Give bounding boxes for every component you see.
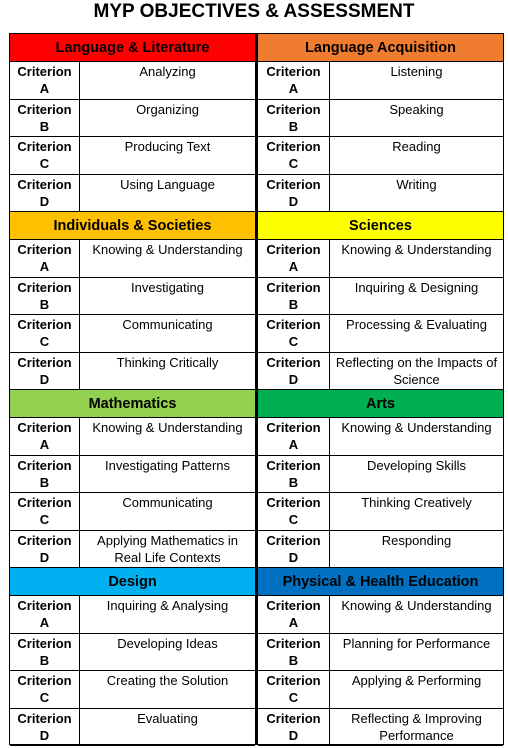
criterion-word: Criterion [17,101,72,117]
objective-text: Communicating [122,317,213,332]
criterion-row [258,353,503,391]
criterion-label [258,137,330,174]
criterion-label [10,137,80,174]
criterion-label [10,418,80,455]
objective-text: Applying & Performing [351,673,482,688]
criterion-word: Criterion [266,101,321,117]
objective-text: Reflecting & Improving Performance [351,710,482,743]
criterion-label [258,709,330,746]
left-column [10,34,258,744]
criterion-word: Criterion [17,457,72,473]
criterion-letter: B [288,652,299,668]
criterion-letter: A [288,259,299,274]
criterion-word: Criterion [17,279,72,295]
criterion-label [258,62,330,99]
criterion-word: Criterion [17,635,72,651]
objective-text: Inquiring & Analysing [106,598,229,613]
criterion-letter: A [39,615,50,630]
objective-text: Knowing & Understanding [341,242,492,257]
criterion-letter: A [288,81,299,96]
criterion-word: Criterion [266,710,321,726]
criterion-label [258,278,330,315]
criterion-row [258,709,503,747]
criterion-row [258,100,503,138]
criterion-row [258,175,503,213]
criterion-row [258,596,503,634]
criterion-label [258,456,330,493]
criterion-letter: B [288,474,299,490]
criterion-label [10,353,80,390]
criterion-letter: A [288,615,299,630]
criterion-letter: C [39,334,50,349]
criterion-word: Criterion [266,457,321,473]
criterion-word: Criterion [17,420,72,435]
criterion-row [10,634,255,672]
criterion-letter: C [288,512,299,527]
objective-text: Speaking [389,101,444,117]
criterion-label [258,315,330,352]
criterion-label [258,596,330,633]
criterion-label [258,175,330,212]
criterion-word: Criterion [17,354,72,370]
criterion-letter: D [39,549,50,565]
section-header: Mathematics [10,390,255,418]
criterion-row [258,531,503,569]
criterion-row [10,62,255,100]
objective-text: Thinking Critically [116,354,219,370]
criterion-label [10,100,80,137]
criterion-word: Criterion [266,64,321,79]
criterion-letter: D [288,549,299,565]
criterion-letter: B [288,118,299,134]
criterion-letter: B [39,474,50,490]
criterion-word: Criterion [266,598,321,613]
criterion-word: Criterion [17,532,72,548]
criterion-word: Criterion [17,176,72,192]
section-mathematics [10,390,255,568]
criterion-letter: A [39,81,50,96]
section-physical-and-health-education [258,568,503,746]
criterion-word: Criterion [266,673,321,688]
criterion-row [258,240,503,278]
criterion-row [10,709,255,747]
objective-text: Responding [381,532,452,548]
criterion-row [258,278,503,316]
criterion-row [10,278,255,316]
criterion-row [10,456,255,494]
objective-text: Analyzing [139,64,196,79]
criterion-word: Criterion [266,420,321,435]
criterion-label [10,62,80,99]
criterion-letter: C [39,690,50,705]
objective-text: Investigating Patterns [104,457,231,473]
criterion-label [258,634,330,671]
criterion-row [258,315,503,353]
criterion-row [258,456,503,494]
objective-text: Inquiring & Designing [354,279,479,295]
objective-text: Reading [392,139,441,154]
criterion-row [10,100,255,138]
criterion-word: Criterion [17,673,72,688]
section-sciences [258,212,503,390]
criterion-letter: C [39,156,50,171]
criterion-label [258,240,330,277]
criterion-letter: D [39,193,50,209]
objective-text: Evaluating [137,710,198,726]
criterion-label [258,353,330,390]
criterion-label [258,671,330,708]
criterion-label [10,278,80,315]
criterion-row [258,418,503,456]
section-header: Language & Literature [10,34,255,62]
objective-text: Planning for Performance [342,635,491,651]
criterion-row [10,493,255,531]
objective-text: Reflecting on the Impacts of Science [335,354,498,387]
criterion-letter: A [39,259,50,274]
objective-text: Knowing & Understanding [341,598,492,613]
criterion-word: Criterion [17,710,72,726]
objective-text: Knowing & Understanding [92,420,243,435]
criterion-letter: C [288,334,299,349]
criterion-label [10,709,80,746]
criterion-label [10,315,80,352]
criterion-label [258,531,330,568]
criterion-row [258,62,503,100]
criterion-row [10,671,255,709]
criterion-letter: C [288,690,299,705]
criterion-word: Criterion [266,495,321,510]
objective-text: Processing & Evaluating [346,317,487,332]
criterion-row [10,175,255,213]
criterion-letter: A [39,437,50,452]
criterion-word: Criterion [266,139,321,154]
objective-text: Creating the Solution [106,673,229,688]
objective-text: Thinking Creatively [361,495,472,510]
criterion-label [10,456,80,493]
criterion-label [10,671,80,708]
criterion-word: Criterion [266,354,321,370]
criterion-letter: D [39,371,50,387]
criterion-word: Criterion [17,139,72,154]
objective-text: Listening [390,64,443,79]
criterion-letter: D [288,727,299,743]
objective-text: Writing [396,176,437,192]
objective-text: Communicating [122,495,213,510]
criterion-letter: D [288,371,299,387]
criterion-label [10,634,80,671]
criterion-word: Criterion [17,317,72,332]
section-header: Individuals & Societies [10,212,255,240]
criterion-row [258,137,503,175]
section-header: Design [10,568,255,596]
criterion-letter: C [288,156,299,171]
criterion-word: Criterion [17,242,72,257]
criterion-label [258,100,330,137]
criterion-label [10,531,80,568]
criterion-word: Criterion [266,176,321,192]
criterion-row [10,353,255,391]
section-header: Sciences [258,212,503,240]
criterion-word: Criterion [266,242,321,257]
criterion-row [10,418,255,456]
objective-text: Knowing & Understanding [92,242,243,257]
section-design [10,568,255,746]
criterion-label [258,493,330,530]
criterion-row [10,596,255,634]
criterion-row [258,634,503,672]
criterion-row [10,315,255,353]
section-language-acquisition [258,34,503,212]
criterion-letter: B [288,296,299,312]
criterion-row [258,493,503,531]
objective-text: Knowing & Understanding [341,420,492,435]
page-title: MYP OBJECTIVES & ASSESSMENT [93,1,415,22]
criterion-row [10,137,255,175]
criterion-letter: D [288,193,299,209]
criterion-row [258,671,503,709]
criterion-word: Criterion [266,317,321,332]
criterion-label [258,418,330,455]
criterion-label [10,175,80,212]
criterion-letter: B [39,296,50,312]
section-language-and-literature [10,34,255,212]
criterion-letter: B [39,118,50,134]
section-header: Arts [258,390,503,418]
criterion-word: Criterion [17,495,72,510]
objective-text: Developing Skills [367,457,466,473]
objective-text: Producing Text [124,139,211,154]
criterion-letter: B [39,652,50,668]
section-header: Physical & Health Education [258,568,503,596]
criterion-letter: A [288,437,299,452]
criterion-letter: C [39,512,50,527]
criterion-label [10,493,80,530]
objective-text: Organizing [136,101,199,117]
criterion-word: Criterion [266,635,321,651]
criterion-word: Criterion [17,64,72,79]
criterion-word: Criterion [266,279,321,295]
criterion-label [10,596,80,633]
criterion-word: Criterion [17,598,72,613]
section-individuals-and-societies [10,212,255,390]
objective-text: Developing Ideas [117,635,218,651]
right-column [258,34,503,744]
criterion-letter: D [39,727,50,743]
section-header: Language Acquisition [258,34,503,62]
objective-text: Using Language [120,176,215,192]
objective-text: Investigating [131,279,204,295]
section-arts [258,390,503,568]
objective-text: Applying Mathematics in Real Life Contexts [97,532,238,565]
criterion-word: Criterion [266,532,321,548]
objectives-table [9,33,504,745]
criterion-row [10,240,255,278]
criterion-label [10,240,80,277]
criterion-row [10,531,255,569]
